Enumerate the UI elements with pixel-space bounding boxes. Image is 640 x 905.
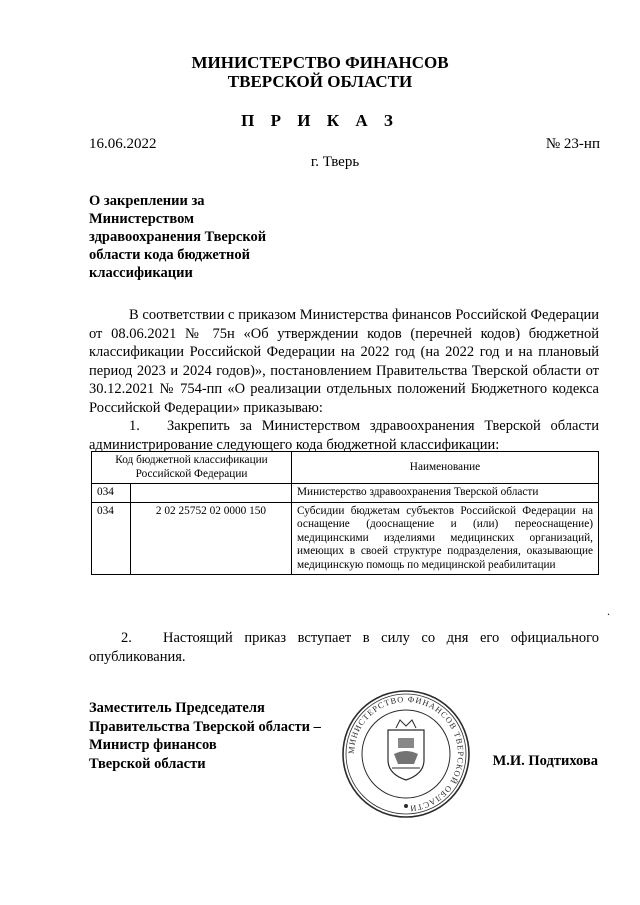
header-code: Код бюджетной классификации Российской Федерации xyxy=(92,452,292,484)
official-seal-icon xyxy=(340,688,472,820)
document-type: П Р И К А З xyxy=(241,111,399,130)
admin-code-cell: 034 xyxy=(92,502,131,575)
seal-text: МИНИСТЕРСТВО ФИНАНСОВ ТВЕРСКОЙ ОБЛАСТИ xyxy=(346,694,466,813)
item-1-number: 1. xyxy=(129,418,140,434)
document-date: 16.06.2022 xyxy=(89,136,157,152)
document-subject: О закреплении за Министерством здравоохранения Тверской области кода бюджетной классификации xyxy=(89,193,267,281)
item-2-number: 2. xyxy=(121,630,132,646)
admin-code-cell: 034 xyxy=(92,484,131,503)
budget-code-cell: 2 02 25752 02 0000 150 xyxy=(131,502,292,575)
item-2-text: Настоящий приказ вступает в силу со дня его официального опубликования. xyxy=(89,630,599,665)
signer-line-1: Заместитель Председателя xyxy=(89,700,265,716)
table-row xyxy=(92,502,599,575)
order-item-1 xyxy=(89,417,599,454)
item-1-text: Закрепить за Министерством здравоохранения Тверской области администрирование следующего кода бюджетной классификации: xyxy=(89,418,599,453)
document-city: г. Тверь xyxy=(310,154,360,170)
ministry-name-line2: ТВЕРСКОЙ ОБЛАСТИ xyxy=(227,72,413,91)
table-row xyxy=(92,484,599,503)
signer-position xyxy=(89,699,321,773)
header-name: Наименование xyxy=(292,452,599,484)
signer-line-3: Министр финансов xyxy=(89,737,217,753)
budget-code-cell xyxy=(131,484,292,503)
document-number: № 23-нп xyxy=(545,136,600,152)
preamble-paragraph: В соответствии с приказом Министерства финансов Российской Федерации от 08.06.2021 № 75н «Об утверждении кодов (перечней кодов) бюджетной классификации Российской Федерации на 2022 год (на 2022 год и на плановый период 2023 и 2024 годов)», постановлением Правительства Тверской области от 30.12.2021 № 754-пп «О реализации отдельных положений Бюджетного кодекса Российской Федерации» приказываю: xyxy=(89,307,599,416)
name-cell: Субсидии бюджетам субъектов Российской Федерации на оснащение (дооснащение и (или) переоснащение) медицинскими изделиями медицинских организаций, имеющих в своей структуре подразделения, оказывающие медицинскую помощь по медицинской реабилитации xyxy=(292,502,599,575)
signer-line-4: Тверской области xyxy=(89,755,206,772)
signer-name: М.И. Подтихова xyxy=(492,753,598,769)
table-header-row xyxy=(92,452,599,484)
name-cell: Министерство здравоохранения Тверской области xyxy=(292,484,599,503)
budget-code-table xyxy=(91,451,599,575)
signer-line-2: Правительства Тверской области – xyxy=(89,718,321,735)
stray-mark: . xyxy=(607,604,610,618)
order-item-2 xyxy=(89,629,599,666)
ministry-name-line1: МИНИСТЕРСТВО ФИНАНСОВ xyxy=(191,53,449,72)
